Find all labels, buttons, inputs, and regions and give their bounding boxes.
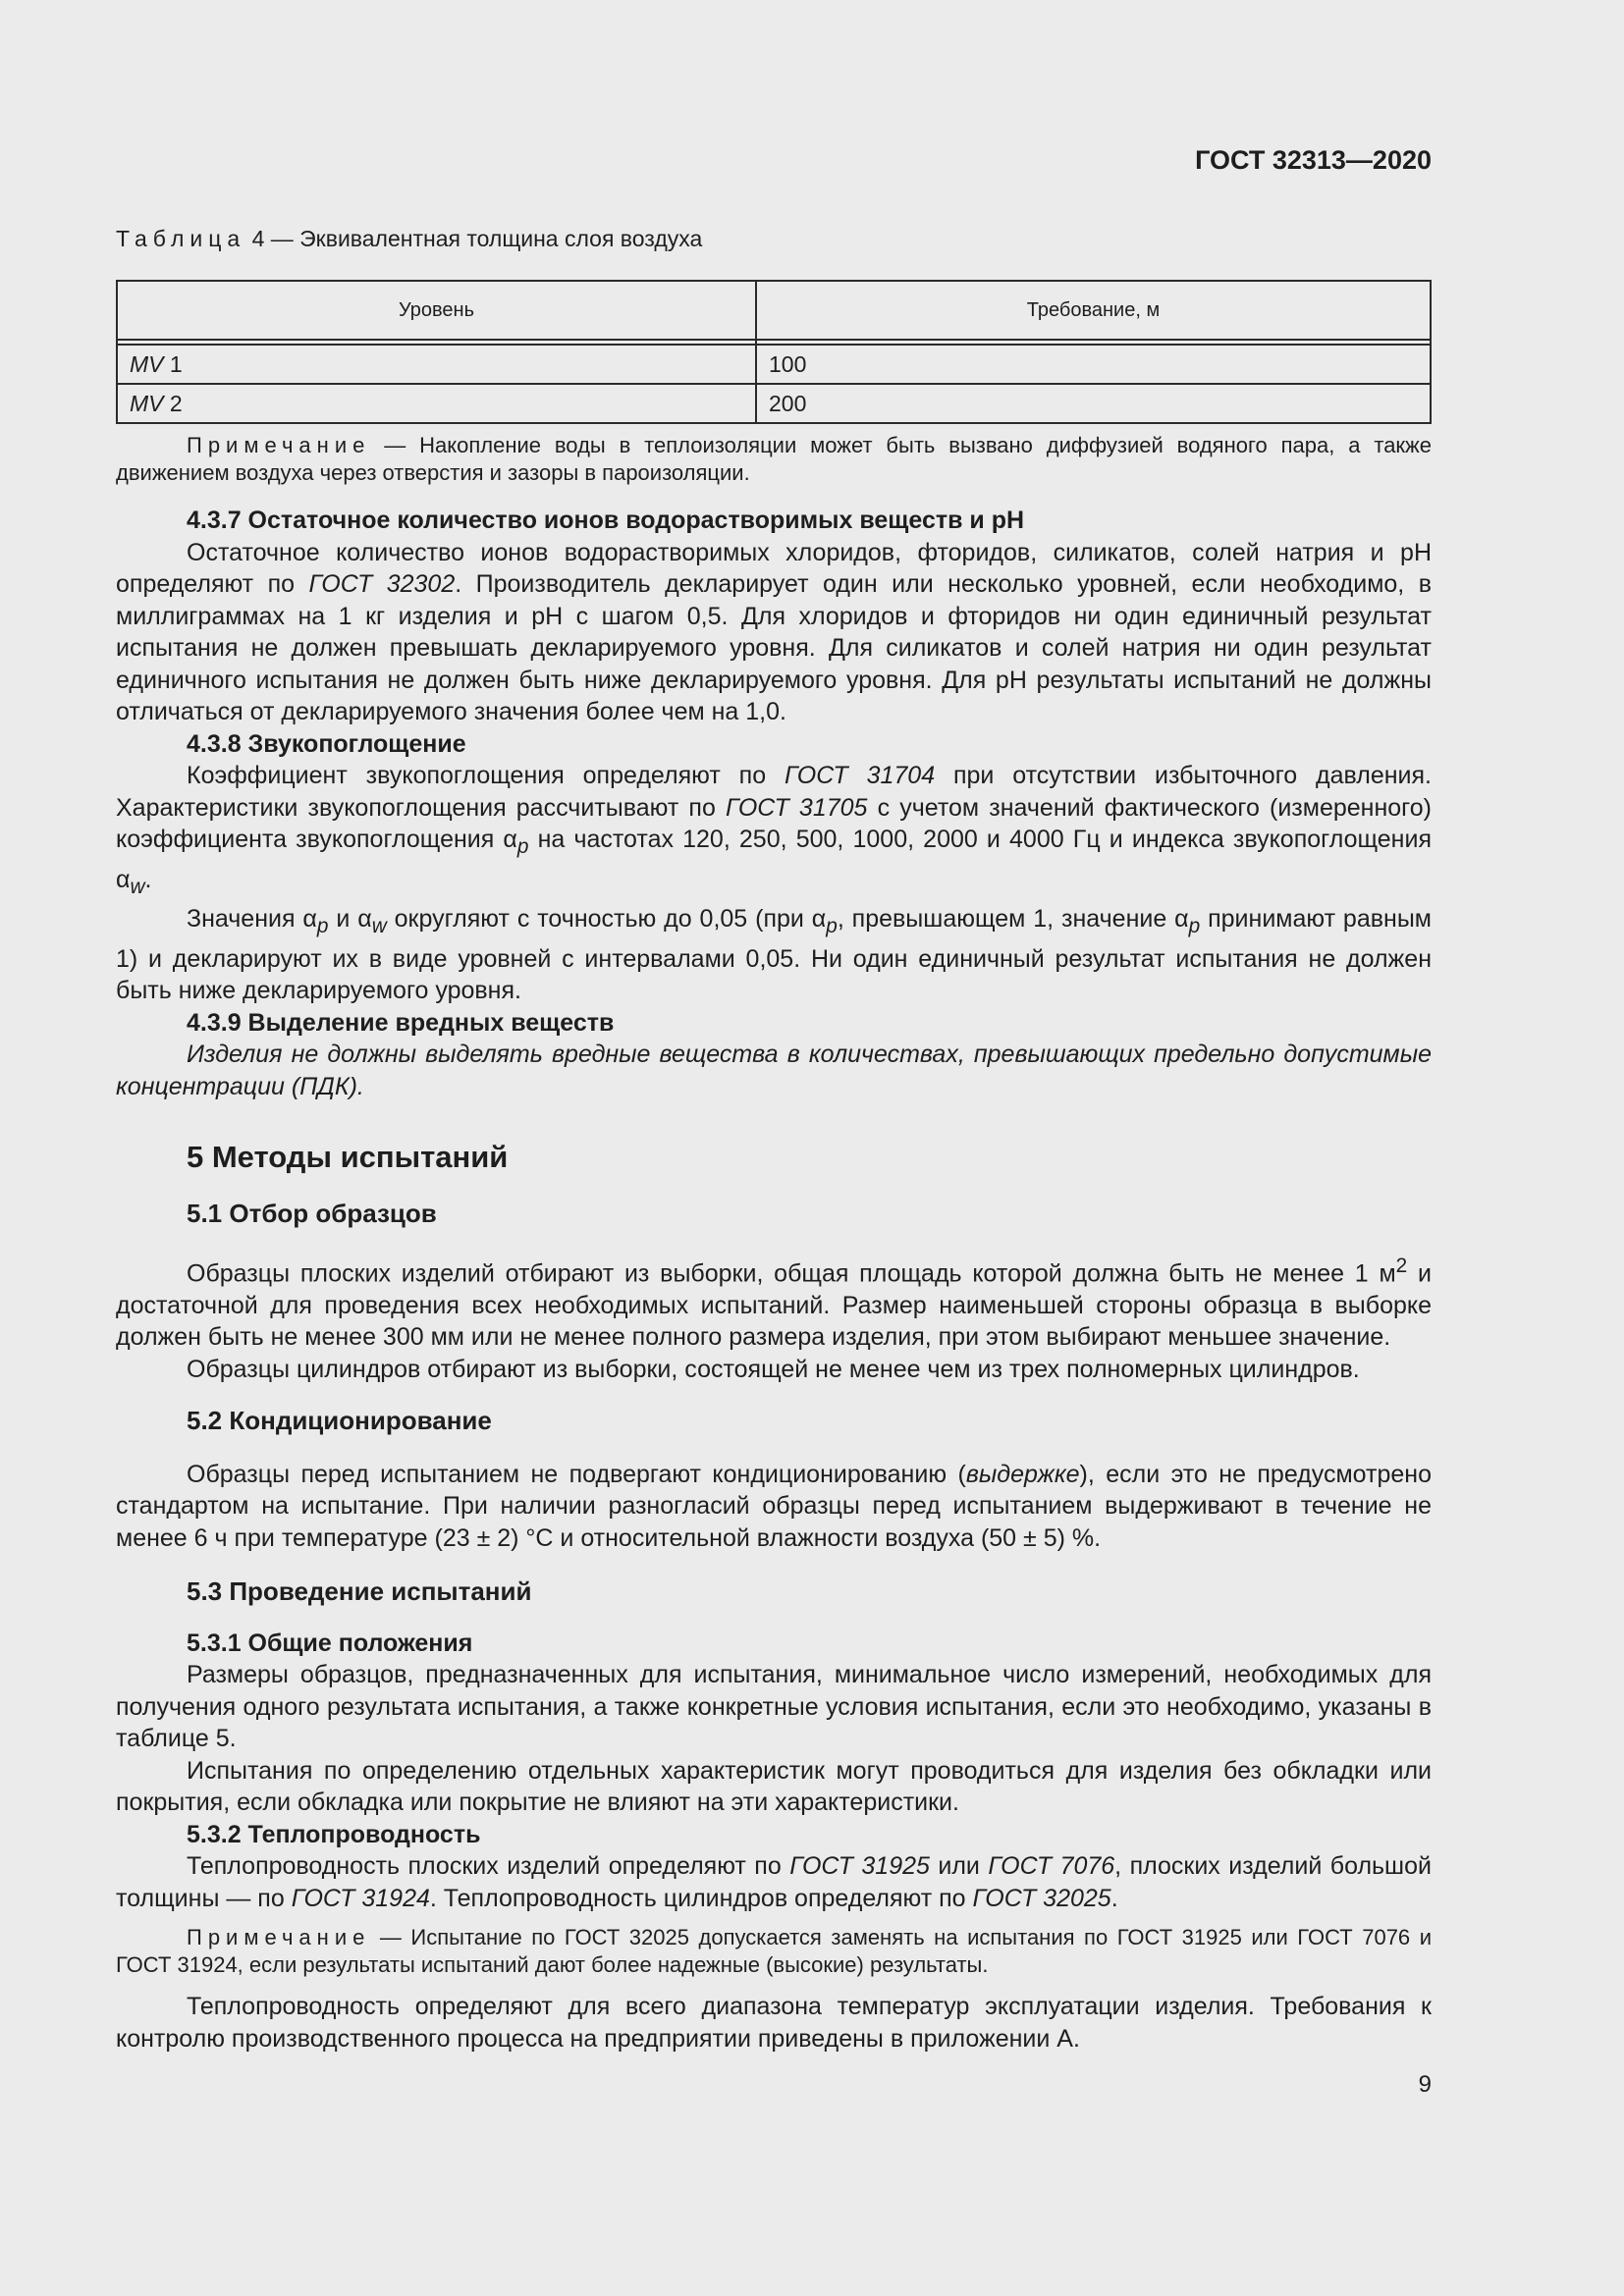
section-4-3-8-title: 4.3.8 Звукопоглощение: [187, 729, 466, 758]
table-cell-level: MV 1: [117, 345, 756, 384]
section-4-3-8-paragraph-1: Коэффициент звукопоглощения определяют по ГОСТ 31704 при отсутствии избыточного давления. Характеристики звукопоглощения рассчитывают по ГОСТ 31705 с учетом значений фактического (измеренного) коэффициента звукопоглощения $\alpha_p$ на частотах 120, 250, 500, 1000, 2000 и 4000 Гц и индекса звукопоглощения $\alpha_w$.: [116, 762, 1433, 898]
table-cell-value: 100: [756, 345, 1431, 384]
section-5-1-paragraph-2: Образцы цилиндров отбирают из выборки, состоящей не менее чем из трех полномерных цилиндров.: [187, 1355, 1360, 1383]
page-number: 9: [1418, 2071, 1432, 2098]
section-5-2-title: 5.2 Кондиционирование: [187, 1406, 492, 1436]
section-5-2-paragraph: Образцы перед испытанием не подвергают кондиционированию (выдержке), если это не предусмотрено стандартом на испытание. При наличии разногласий образцы перед испытанием выдерживают в течение не менее 6 ч при температуре (23 ± 2) °С и относительной влажности воздуха (50 ± 5) %.: [116, 1460, 1433, 1552]
section-5-3-1-paragraph-2: Испытания по определению отдельных характеристик могут проводиться для изделия без обкладки или покрытия, если обкладка или покрытие не влияют на эти характеристики.: [116, 1756, 1432, 1817]
section-5-3-2-paragraph-2: Теплопроводность определяют для всего диапазона температур эксплуатации изделия. Требования к контролю производственного процесса на предприятии приведены в приложении А.: [116, 1993, 1432, 2053]
section-4-3-8-paragraph-2: Значения $\alpha_p$ и $\alpha_w$ округляют с точностью до 0,05 (при $\alpha_p$, превышающем 1, значение $\alpha_p$ принимают равным 1) и декларируют их в виде уровней с интервалами 0,05. Ни один единичный результат испытания не должен быть ниже декларируемого уровня.: [116, 905, 1432, 1004]
table-caption: [116, 226, 702, 252]
section-4-3-9-title: 4.3.9 Выделение вредных веществ: [187, 1008, 615, 1037]
section-5-3-2-title: 5.3.2 Теплопроводность: [187, 1820, 481, 1848]
table-header-level: Уровень: [117, 281, 756, 340]
section-4-3-9-paragraph: Изделия не должны выделять вредные вещества в количествах, превышающих предельно допустимые концентрации (ПДК).: [116, 1041, 1432, 1100]
table-cell-level: MV 2: [117, 384, 756, 423]
table-4: [116, 280, 1432, 424]
table-note: Примечание — Накопление воды в теплоизоляции может быть вызвано диффузией водяного пара, а также движением воздуха через отверстия и зазоры в пароизоляции.: [116, 433, 1432, 485]
section-5-1-title: 5.1 Отбор образцов: [187, 1198, 437, 1228]
table-header-row: [117, 281, 1431, 340]
table-header-requirement: Требование, м: [756, 281, 1431, 340]
document-header: ГОСТ 32313—2020: [1195, 145, 1432, 175]
section-5-title: 5 Методы испытаний: [187, 1140, 509, 1174]
section-5-3-1-paragraph-1: Размеры образцов, предназначенных для испытания, минимальное число измерений, необходимых для получения одного результата испытания, а также конкретные условия испытания, если это необходимо, указаны в таблице 5.: [116, 1661, 1432, 1753]
table-row: [117, 384, 1431, 423]
table-caption-word: Таблица: [116, 226, 246, 251]
body-text: [116, 432, 1432, 2055]
section-5-3-1-title: 5.3.1 Общие положения: [187, 1629, 473, 1657]
table-row: [117, 345, 1431, 384]
section-4-3-7-title: 4.3.7 Остаточное количество ионов водорастворимых веществ и рН: [187, 507, 1025, 534]
section-5-3-title: 5.3 Проведение испытаний: [187, 1576, 532, 1607]
table-cell-value: 200: [756, 384, 1431, 423]
section-5-1-paragraph-1: Образцы плоских изделий отбирают из выборки, общая площадь которой должна быть не менее 1 $м^2$ и достаточной для проведения всех необходимых испытаний. Размер наименьшей стороны образца в выборке должен быть не менее 300 мм или не менее полного размера изделия, при этом выбирают меньшее значение.: [116, 1255, 1432, 1352]
table-caption-text: 4 — Эквивалентная толщина слоя воздуха: [251, 226, 703, 251]
section-5-3-2-paragraph-1: Теплопроводность плоских изделий определяют по ГОСТ 31925 или ГОСТ 7076, плоских изделий большой толщины — по ГОСТ 31924. Теплопроводность цилиндров определяют по ГОСТ 32025.: [116, 1852, 1432, 1912]
section-5-3-2-note: Примечание — Испытание по ГОСТ 32025 допускается заменять на испытания по ГОСТ 31925 или ГОСТ 7076 и ГОСТ 31924, если результаты испытаний дают более надежные (высокие) результаты.: [116, 1925, 1432, 1978]
section-4-3-7-paragraph: Остаточное количество ионов водорастворимых хлоридов, фторидов, силикатов, солей натрия и рН определяют по ГОСТ 32302. Производитель декларирует один или несколько уровней, если необходимо, в миллиграммах на 1 кг изделия и рН с шагом 0,5. Для хлоридов и фторидов ни один единичный результат испытания не должен превышать декларируемого уровня. Для силикатов и солей натрия ни один результат единичного испытания не должен быть ниже декларируемого уровня. Для рН результаты испытаний не должны отличаться от декларируемого значения более чем на 1,0.: [116, 538, 1432, 725]
